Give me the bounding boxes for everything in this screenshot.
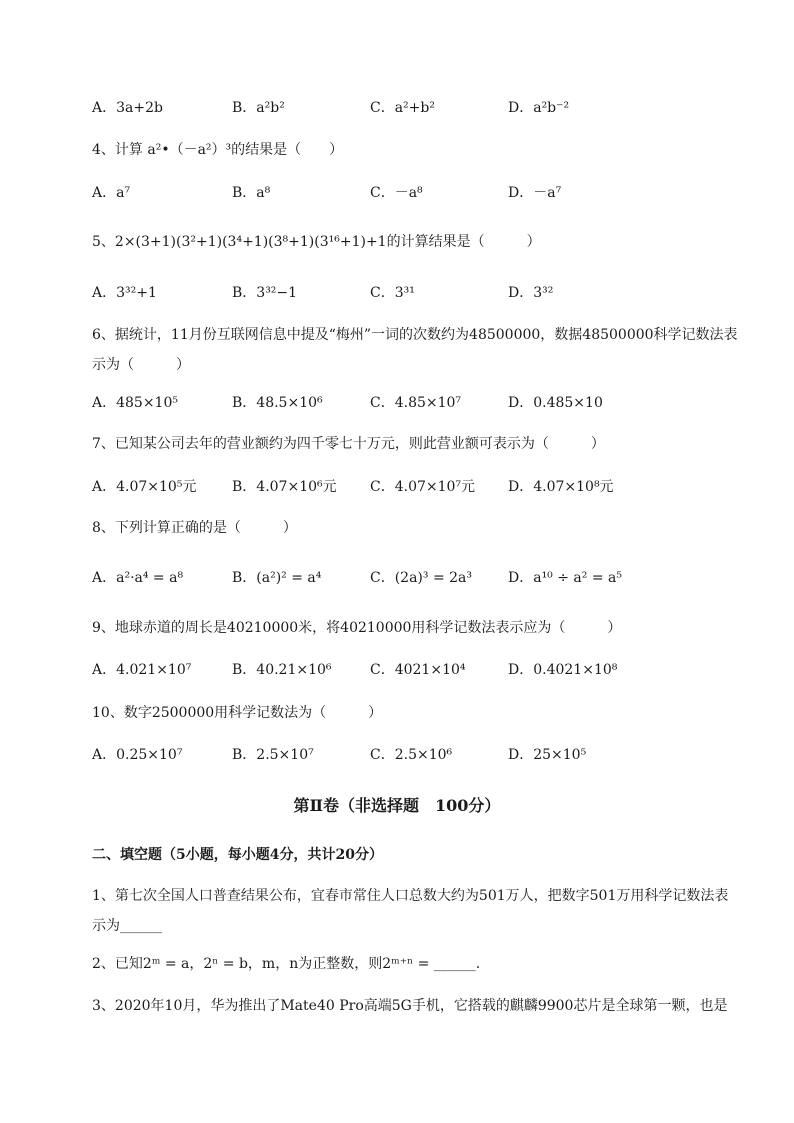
section-2-title: 第Ⅱ卷（非选择题 100分） <box>293 796 501 815</box>
part-2-heading: 二、填空题（5小题，每小题4分，共计20分） <box>92 847 383 863</box>
q8-option-c: C．(2a)³ = 2a³ <box>370 570 472 586</box>
q3-option-d: D．a²b⁻² <box>508 100 570 116</box>
q6-question: 6、据统计，11月份互联网信息中提及“梅州”一词的次数约为48500000，数据48500000科学记数法表示为（ ） <box>92 327 738 373</box>
q4-option-c: C．－a⁸ <box>370 185 423 201</box>
q3-options <box>92 98 712 118</box>
q6-option-d: D．0.485×10 <box>508 395 603 411</box>
q3-option-b: B．a²b² <box>232 100 285 116</box>
fill-question-3: 3、2020年10月，华为推出了Mate40 Pro高端5G手机，它搭载的麒麟9900芯片是全球第一颗，也是 <box>92 998 728 1014</box>
q3-option-c: C．a²+b² <box>370 100 435 116</box>
q7-option-c: C．4.07×10⁷元 <box>370 479 476 495</box>
q10-option-d: D．25×10⁵ <box>508 747 587 763</box>
q8-option-b: B．(a²)² = a⁴ <box>232 570 322 586</box>
q8-options <box>92 568 712 588</box>
q6-option-a: A．485×10⁵ <box>92 395 178 411</box>
q10-option-a: A．0.25×10⁷ <box>92 747 183 763</box>
q7-question: 7、已知某公司去年的营业额约为四千零七十万元，则此营业额可表示为（ ） <box>92 436 605 452</box>
q7-options <box>92 477 712 497</box>
q9-option-c: C．4021×10⁴ <box>370 662 466 678</box>
q7-option-d: D．4.07×10⁸元 <box>508 479 614 495</box>
q4-option-b: B．a⁸ <box>232 185 271 201</box>
q10-options <box>92 745 712 765</box>
q9-option-d: D．0.4021×10⁸ <box>508 662 618 678</box>
q5-option-a: A．3³²+1 <box>92 285 157 301</box>
q9-option-b: B．40.21×10⁶ <box>232 662 332 678</box>
q5-question: 5、2×(3+1)(3²+1)(3⁴+1)(3⁸+1)(3¹⁶+1)+1的计算结果是（ ） <box>92 234 541 250</box>
q4-question: 4、计算 a²•（－a²）³的结果是（ ） <box>92 142 344 158</box>
q3-option-a: A．3a+2b <box>92 100 163 116</box>
q9-question: 9、地球赤道的周长是40210000米，将40210000用科学记数法表示应为（ ） <box>92 620 622 636</box>
q7-option-a: A．4.07×10⁵元 <box>92 479 197 495</box>
q9-option-a: A．4.021×10⁷ <box>92 662 192 678</box>
q6-option-c: C．4.85×10⁷ <box>370 395 462 411</box>
q10-option-c: C．2.5×10⁶ <box>370 747 453 763</box>
q8-option-d: D．a¹⁰ ÷ a² = a⁵ <box>508 570 622 586</box>
q4-option-a: A．a⁷ <box>92 185 131 201</box>
q5-option-b: B．3³²−1 <box>232 285 298 301</box>
q4-option-d: D．－a⁷ <box>508 185 562 201</box>
q10-option-b: B．2.5×10⁷ <box>232 747 314 763</box>
q8-question: 8、下列计算正确的是（ ） <box>92 520 297 536</box>
q9-options <box>92 660 712 680</box>
q5-option-c: C．3³¹ <box>370 285 415 301</box>
q5-options <box>92 283 712 303</box>
fill-question-1: 1、第七次全国人口普查结果公布，宜春市常住人口总数大约为501万人，把数字501万用科学记数法表示为______ <box>92 888 729 934</box>
q10-question: 10、数字2500000用科学记数法为（ ） <box>92 705 383 721</box>
q5-option-d: D．3³² <box>508 285 554 301</box>
q7-option-b: B．4.07×10⁶元 <box>232 479 337 495</box>
q6-option-b: B．48.5×10⁶ <box>232 395 323 411</box>
q8-option-a: A．a²·a⁴ = a⁸ <box>92 570 184 586</box>
q4-options <box>92 183 712 203</box>
fill-question-2: 2、已知2ᵐ = a，2ⁿ = b，m，n为正整数，则2ᵐ⁺ⁿ = ______. <box>92 956 481 972</box>
q6-options <box>92 393 712 413</box>
